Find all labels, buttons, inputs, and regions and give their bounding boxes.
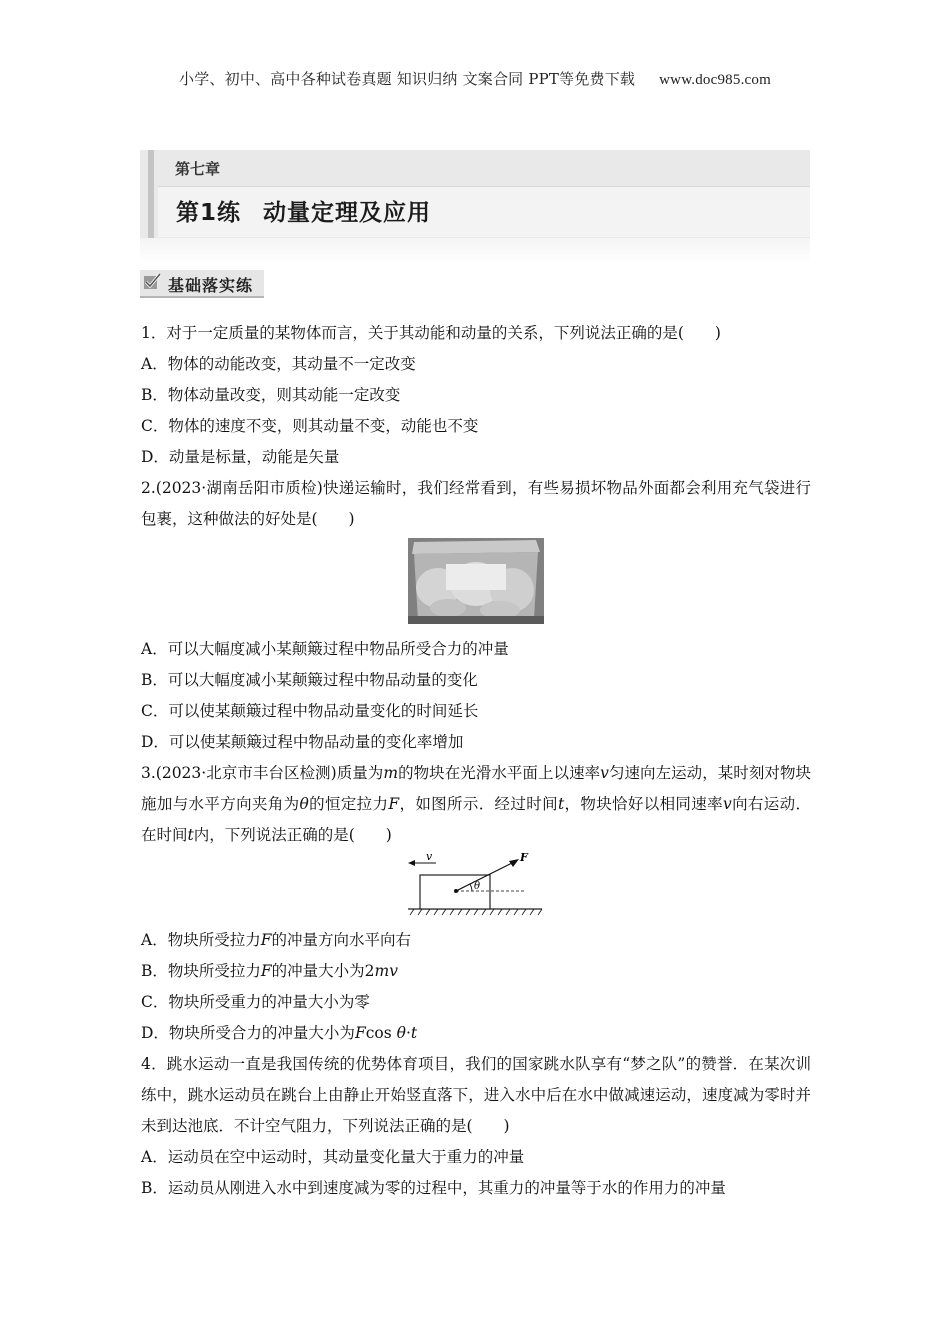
question-stem: 1．对于一定质量的某物体而言，关于其动能和动量的关系，下列说法正确的是( ) (141, 324, 721, 342)
option: C．物体的速度不变，则其动量不变，动能也不变 (141, 417, 479, 435)
site-url-link[interactable]: www.doc985.com (659, 72, 771, 88)
angle-label: θ (474, 881, 481, 892)
question-list (141, 318, 811, 1204)
option: B．物块所受拉力F的冲量大小为2mv (141, 962, 399, 980)
chapter-label: 第七章 (175, 160, 221, 178)
option: B．物体动量改变，则其动能一定改变 (141, 386, 401, 404)
option: A．物体的动能改变，其动量不一定改变 (141, 355, 416, 373)
force-label: F (520, 853, 528, 864)
lesson-topic: 动量定理及应用 (263, 200, 432, 226)
checkbox-check-icon (143, 273, 161, 291)
lesson-number: 第1练 (176, 200, 242, 226)
option: D．动量是标量，动能是矢量 (141, 448, 340, 466)
option: D．物块所受合力的冲量大小为Fcos θ·t (141, 1024, 418, 1042)
question-stem: 2.(2023·湖南岳阳市质检)快递运输时，我们经常看到，有些易损坏物品外面都会利用充气袋进行包裹，这种做法的好处是( ) (141, 479, 811, 528)
lesson-title (176, 194, 431, 227)
section-badge (140, 270, 264, 298)
option: A．运动员在空中运动时，其动量变化量大于重力的冲量 (141, 1148, 525, 1166)
question-stem: 3.(2023·北京市丰台区检测)质量为m的物块在光滑水平面上以速率v匀速向左运动，某时刻对物块施加与水平方向夹角为θ的恒定拉力F，如图所示．经过时间t，物块恰好以相同速率v向右运动．在时间t内，下列说法正确的是( ) (141, 764, 811, 844)
question-source: 2.(2023·湖南岳阳市质检) (141, 479, 323, 497)
velocity-label: v (426, 853, 433, 863)
site-header (0, 68, 950, 89)
option: B．运动员从刚进入水中到速度减为零的过程中，其重力的冲量等于水的作用力的冲量 (141, 1179, 726, 1197)
site-header-text: 小学、初中、高中各种试卷真题 知识归纳 文案合同 PPT等免费下载 (179, 70, 636, 88)
force-diagram (406, 853, 546, 921)
package-photo (408, 538, 544, 624)
force-diagram-figure (141, 851, 811, 925)
option: A．可以大幅度减小某颠簸过程中物品所受合力的冲量 (141, 640, 509, 658)
option: D．可以使某颠簸过程中物品动量的变化率增加 (141, 733, 464, 751)
question-source: 3.(2023·北京市丰台区检测) (141, 764, 337, 782)
option: A．物块所受拉力F的冲量方向水平向右 (141, 931, 411, 949)
section-title: 基础落实练 (168, 276, 254, 295)
question-stem: 4．跳水运动一直是我国传统的优势体育项目，我们的国家跳水队享有“梦之队”的赞誉．在某次训练中，跳水运动员在跳台上由静止开始竖直落下，进入水中后在水中做减速运动，速度减为零时并未到达池底．不计空气阻力，下列说法正确的是( ) (141, 1055, 811, 1135)
option: C．物块所受重力的冲量大小为零 (141, 993, 370, 1011)
option: B．可以大幅度减小某颠簸过程中物品动量的变化 (141, 671, 478, 689)
package-photo-figure (141, 535, 811, 634)
chapter-banner (140, 150, 810, 238)
option: C．可以使某颠簸过程中物品动量变化的时间延长 (141, 702, 479, 720)
